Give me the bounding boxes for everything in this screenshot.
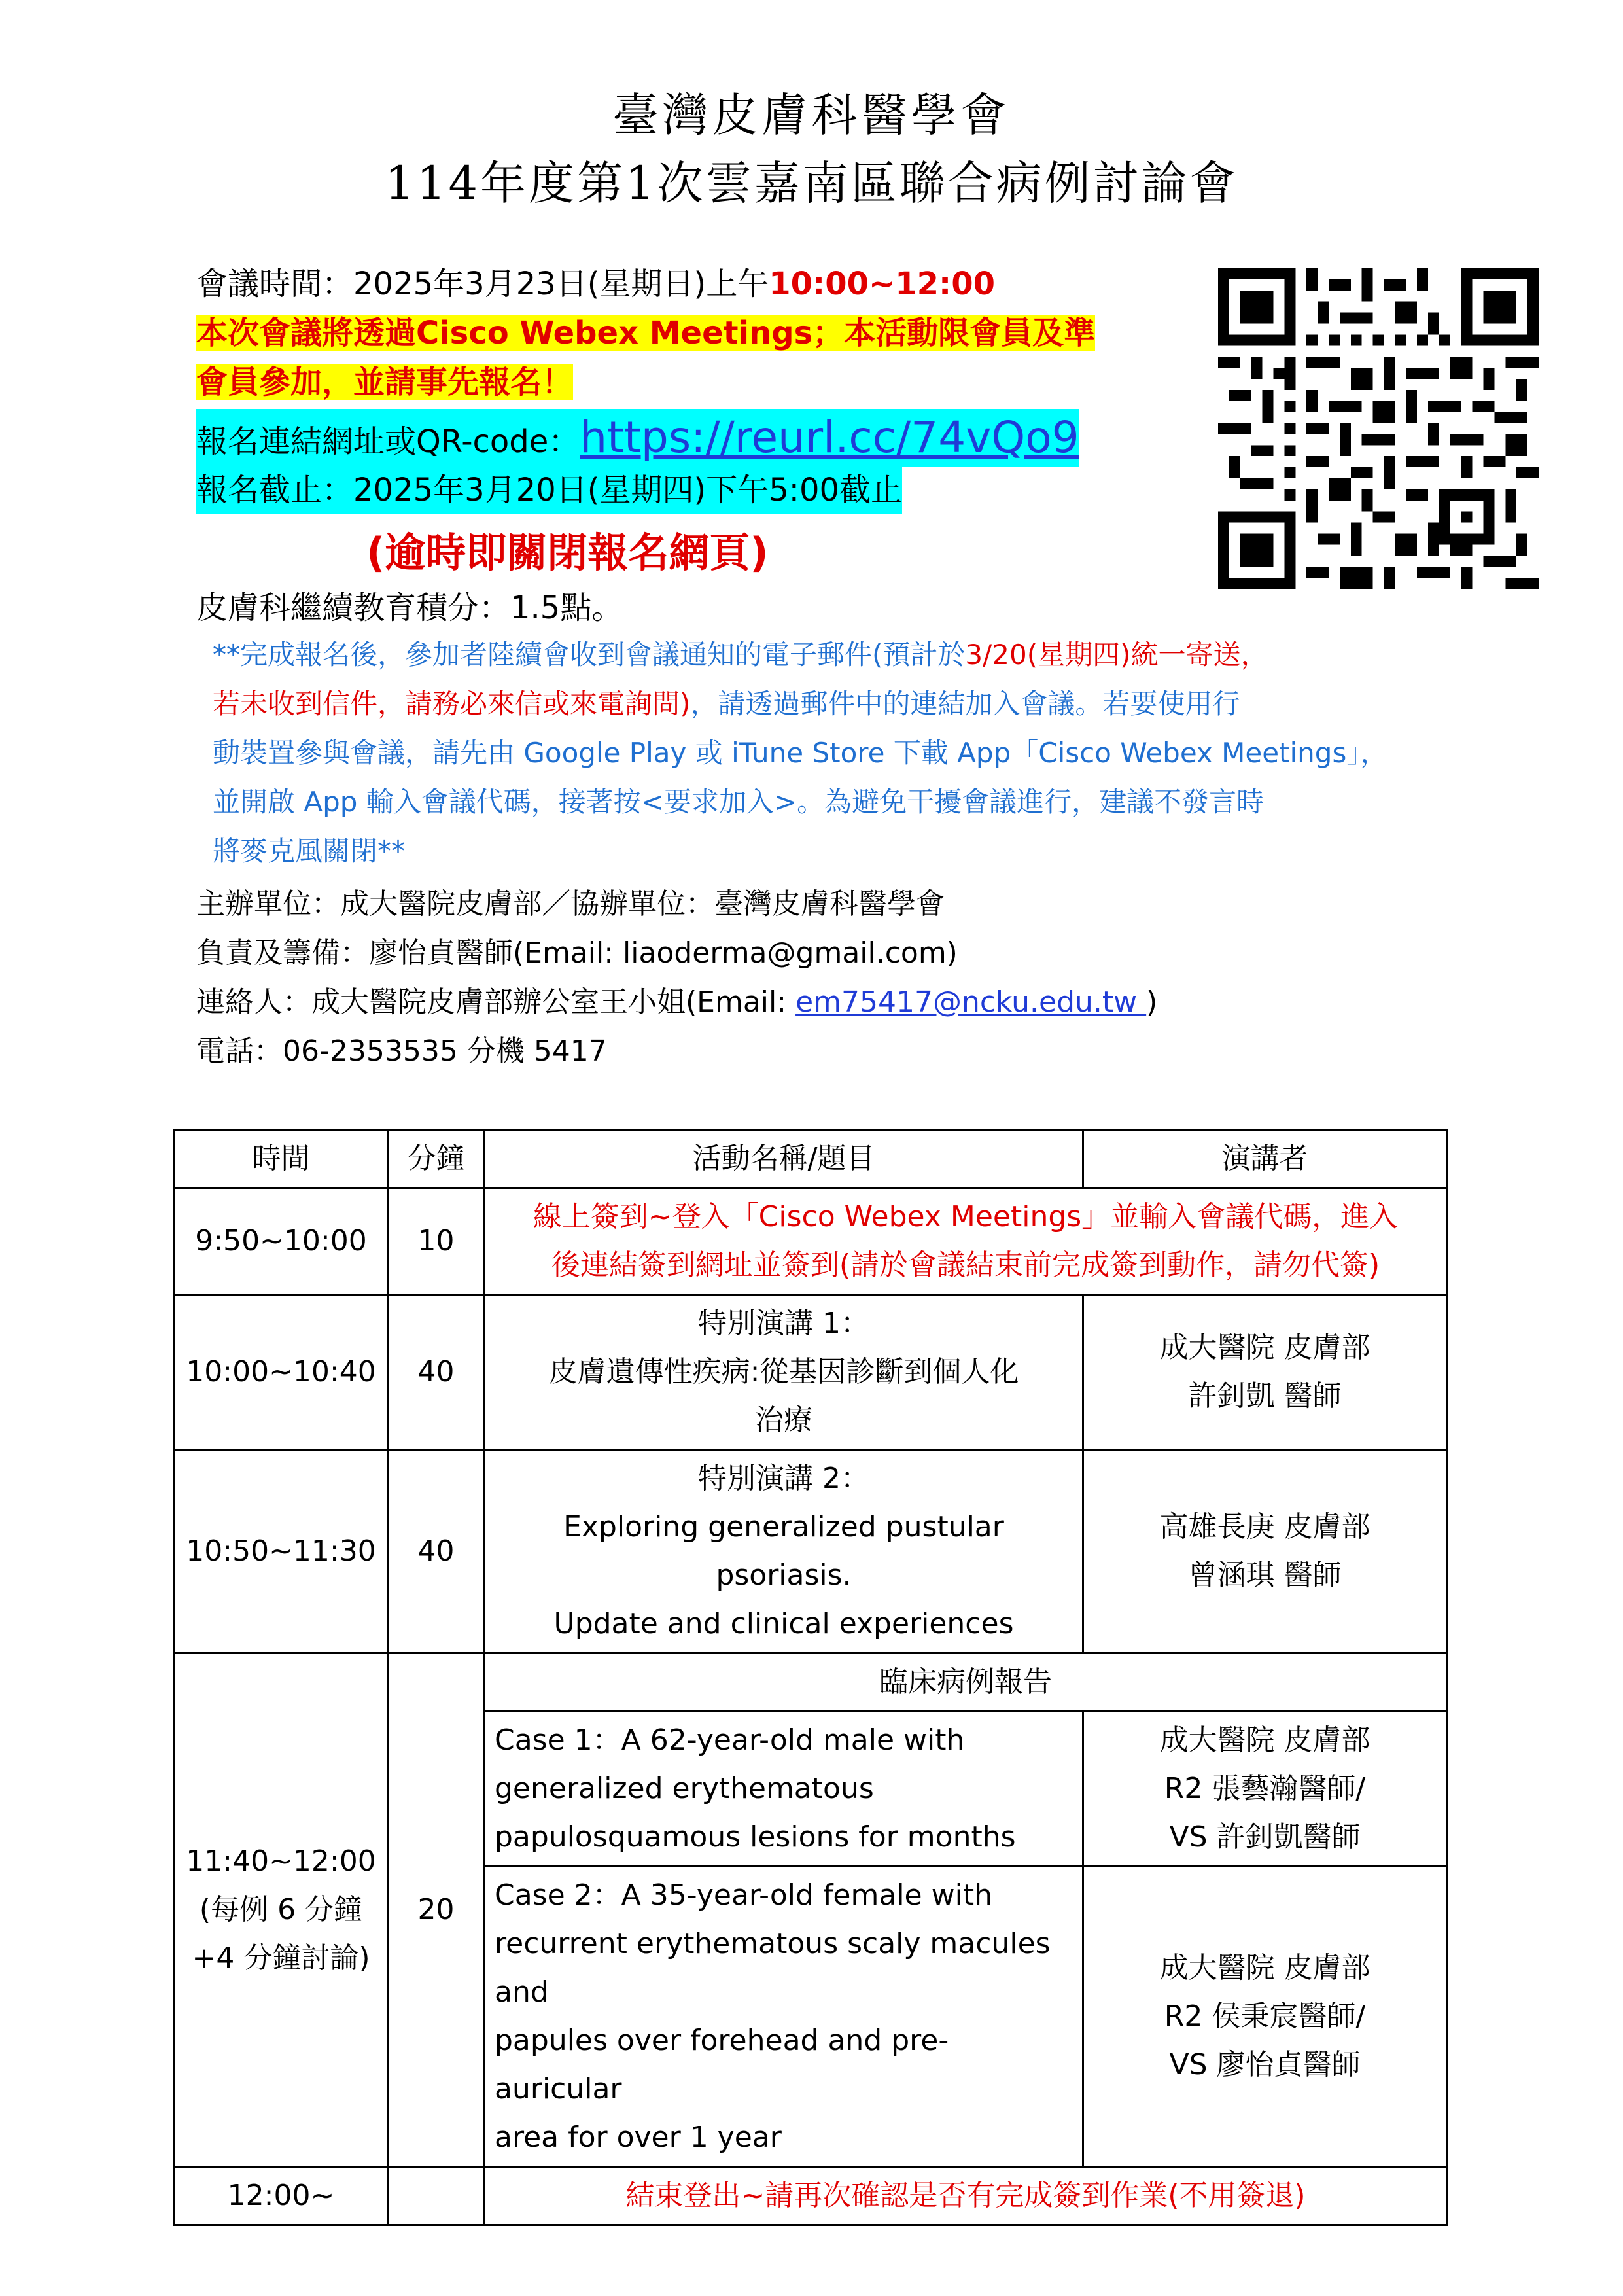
coordinator: 負責及籌備：廖怡貞醫師(Email: liaoderma@gmail.com) bbox=[196, 936, 958, 970]
event-title: 114年度第1次雲嘉南區聯合病例討論會 bbox=[385, 156, 1238, 210]
qr-code-icon[interactable] bbox=[1218, 268, 1539, 589]
meeting-time: 會議時間：2025年3月23日(星期日)上午10:00~12:00 bbox=[196, 266, 996, 302]
case1-topic: Case 1：A 62-year-old male with generalized erythematous papulosquamous lesions for months bbox=[485, 1712, 1083, 1867]
registration-link[interactable]: https://reurl.cc/74vQo9 bbox=[580, 412, 1079, 463]
contact: 連絡人：成大醫院皮膚部辦公室王小姐(Email: em75417@ncku.edu.tw ) bbox=[196, 985, 1158, 1019]
col-header-minutes: 分鐘 bbox=[388, 1130, 485, 1188]
schedule-table bbox=[173, 1129, 1448, 2226]
col-header-topic: 活動名稱/題目 bbox=[485, 1130, 1083, 1188]
cases-section-title: 臨床病例報告 bbox=[485, 1653, 1447, 1712]
talk2-speaker: 高雄長庚 皮膚部 曾涵琪 醫師 bbox=[1083, 1450, 1447, 1653]
registration-deadline: 報名截止：2025年3月20日(星期四)下午5:00截止 bbox=[196, 467, 902, 514]
table-header-row bbox=[175, 1130, 1447, 1188]
table-row: 10:00~10:40 40 特別演講 1： 皮膚遺傳性疾病:從基因診斷到個人化 治療 成大醫院 皮膚部 許釗凱 醫師 bbox=[175, 1295, 1447, 1450]
note-line-5: 將麥克風關閉** bbox=[213, 835, 406, 867]
end-instructions: 結束登出~請再次確認是否有完成簽到作業(不用簽退) bbox=[485, 2167, 1447, 2225]
phone: 電話：06-2353535 分機 5417 bbox=[196, 1034, 607, 1068]
contact-email-link[interactable]: em75417@ncku.edu.tw bbox=[795, 985, 1147, 1019]
organizer: 主辦單位：成大醫院皮膚部／協辦單位：臺灣皮膚科醫學會 bbox=[196, 887, 945, 921]
page-title: 臺灣皮膚科醫學會 bbox=[612, 88, 1011, 142]
closing-notice: (逾時即關閉報名網頁) bbox=[366, 529, 769, 576]
note-line-2: 若未收到信件，請務必來信或來電詢問)，請透過郵件中的連結加入會議。若要使用行 bbox=[213, 688, 1240, 720]
case2-topic: Case 2：A 35-year-old female with recurrent erythematous scaly macules and papules over forehead and pre-auricular area for over 1 year bbox=[485, 1867, 1083, 2167]
talk2-topic: 特別演講 2： Exploring generalized pustular psoriasis. Update and clinical experiences bbox=[485, 1450, 1083, 1653]
note-line-1: **完成報名後，參加者陸續會收到會議通知的電子郵件(預計於3/20(星期四)統一寄送， bbox=[213, 639, 1268, 671]
cme-credits: 皮膚科繼續教育積分：1.5點。 bbox=[196, 590, 623, 626]
col-header-time: 時間 bbox=[175, 1130, 388, 1188]
cases-time: 11:40~12:00 (每例 6 分鐘 +4 分鐘討論) bbox=[175, 1653, 388, 2167]
registration-line: 報名連結網址或QR-code：https://reurl.cc/74vQo9 bbox=[196, 409, 1079, 467]
table-row: 10:50~11:30 40 特別演講 2： Exploring generalized pustular psoriasis. Update and clinical experiences 高雄長庚 皮膚部 曾涵琪 醫師 bbox=[175, 1450, 1447, 1653]
webex-notice-1: 本次會議將透過Cisco Webex Meetings；本活動限會員及準 bbox=[196, 315, 1096, 351]
col-header-speaker: 演講者 bbox=[1083, 1130, 1447, 1188]
table-row: 9:50~10:00 10 線上簽到~登入「Cisco Webex Meetings」並輸入會議代碼，進入 後連結簽到網址並簽到(請於會議結束前完成簽到動作，請勿代簽) bbox=[175, 1188, 1447, 1295]
note-line-4: 並開啟 App 輸入會議代碼，接著按<要求加入>。為避免干擾會議進行，建議不發言時 bbox=[213, 786, 1265, 818]
time-range: 10:00~12:00 bbox=[769, 266, 996, 302]
talk1-speaker: 成大醫院 皮膚部 許釗凱 醫師 bbox=[1083, 1295, 1447, 1450]
table-row: 11:40~12:00 (每例 6 分鐘 +4 分鐘討論) 20 臨床病例報告 bbox=[175, 1653, 1447, 1712]
case1-speaker: 成大醫院 皮膚部 R2 張藝瀚醫師/ VS 許釗凱醫師 bbox=[1083, 1712, 1447, 1867]
signin-instructions: 線上簽到~登入「Cisco Webex Meetings」並輸入會議代碼，進入 後連結簽到網址並簽到(請於會議結束前完成簽到動作，請勿代簽) bbox=[485, 1188, 1447, 1295]
table-row: 12:00~ 結束登出~請再次確認是否有完成簽到作業(不用簽退) bbox=[175, 2167, 1447, 2225]
case2-speaker: 成大醫院 皮膚部 R2 侯秉宸醫師/ VS 廖怡貞醫師 bbox=[1083, 1867, 1447, 2167]
note-line-3: 動裝置參與會議，請先由 Google Play 或 iTune Store 下載 App「Cisco Webex Meetings」， bbox=[213, 737, 1388, 769]
talk1-topic: 特別演講 1： 皮膚遺傳性疾病:從基因診斷到個人化 治療 bbox=[485, 1295, 1083, 1450]
webex-notice-2: 會員參加，並請事先報名！ bbox=[196, 364, 574, 400]
